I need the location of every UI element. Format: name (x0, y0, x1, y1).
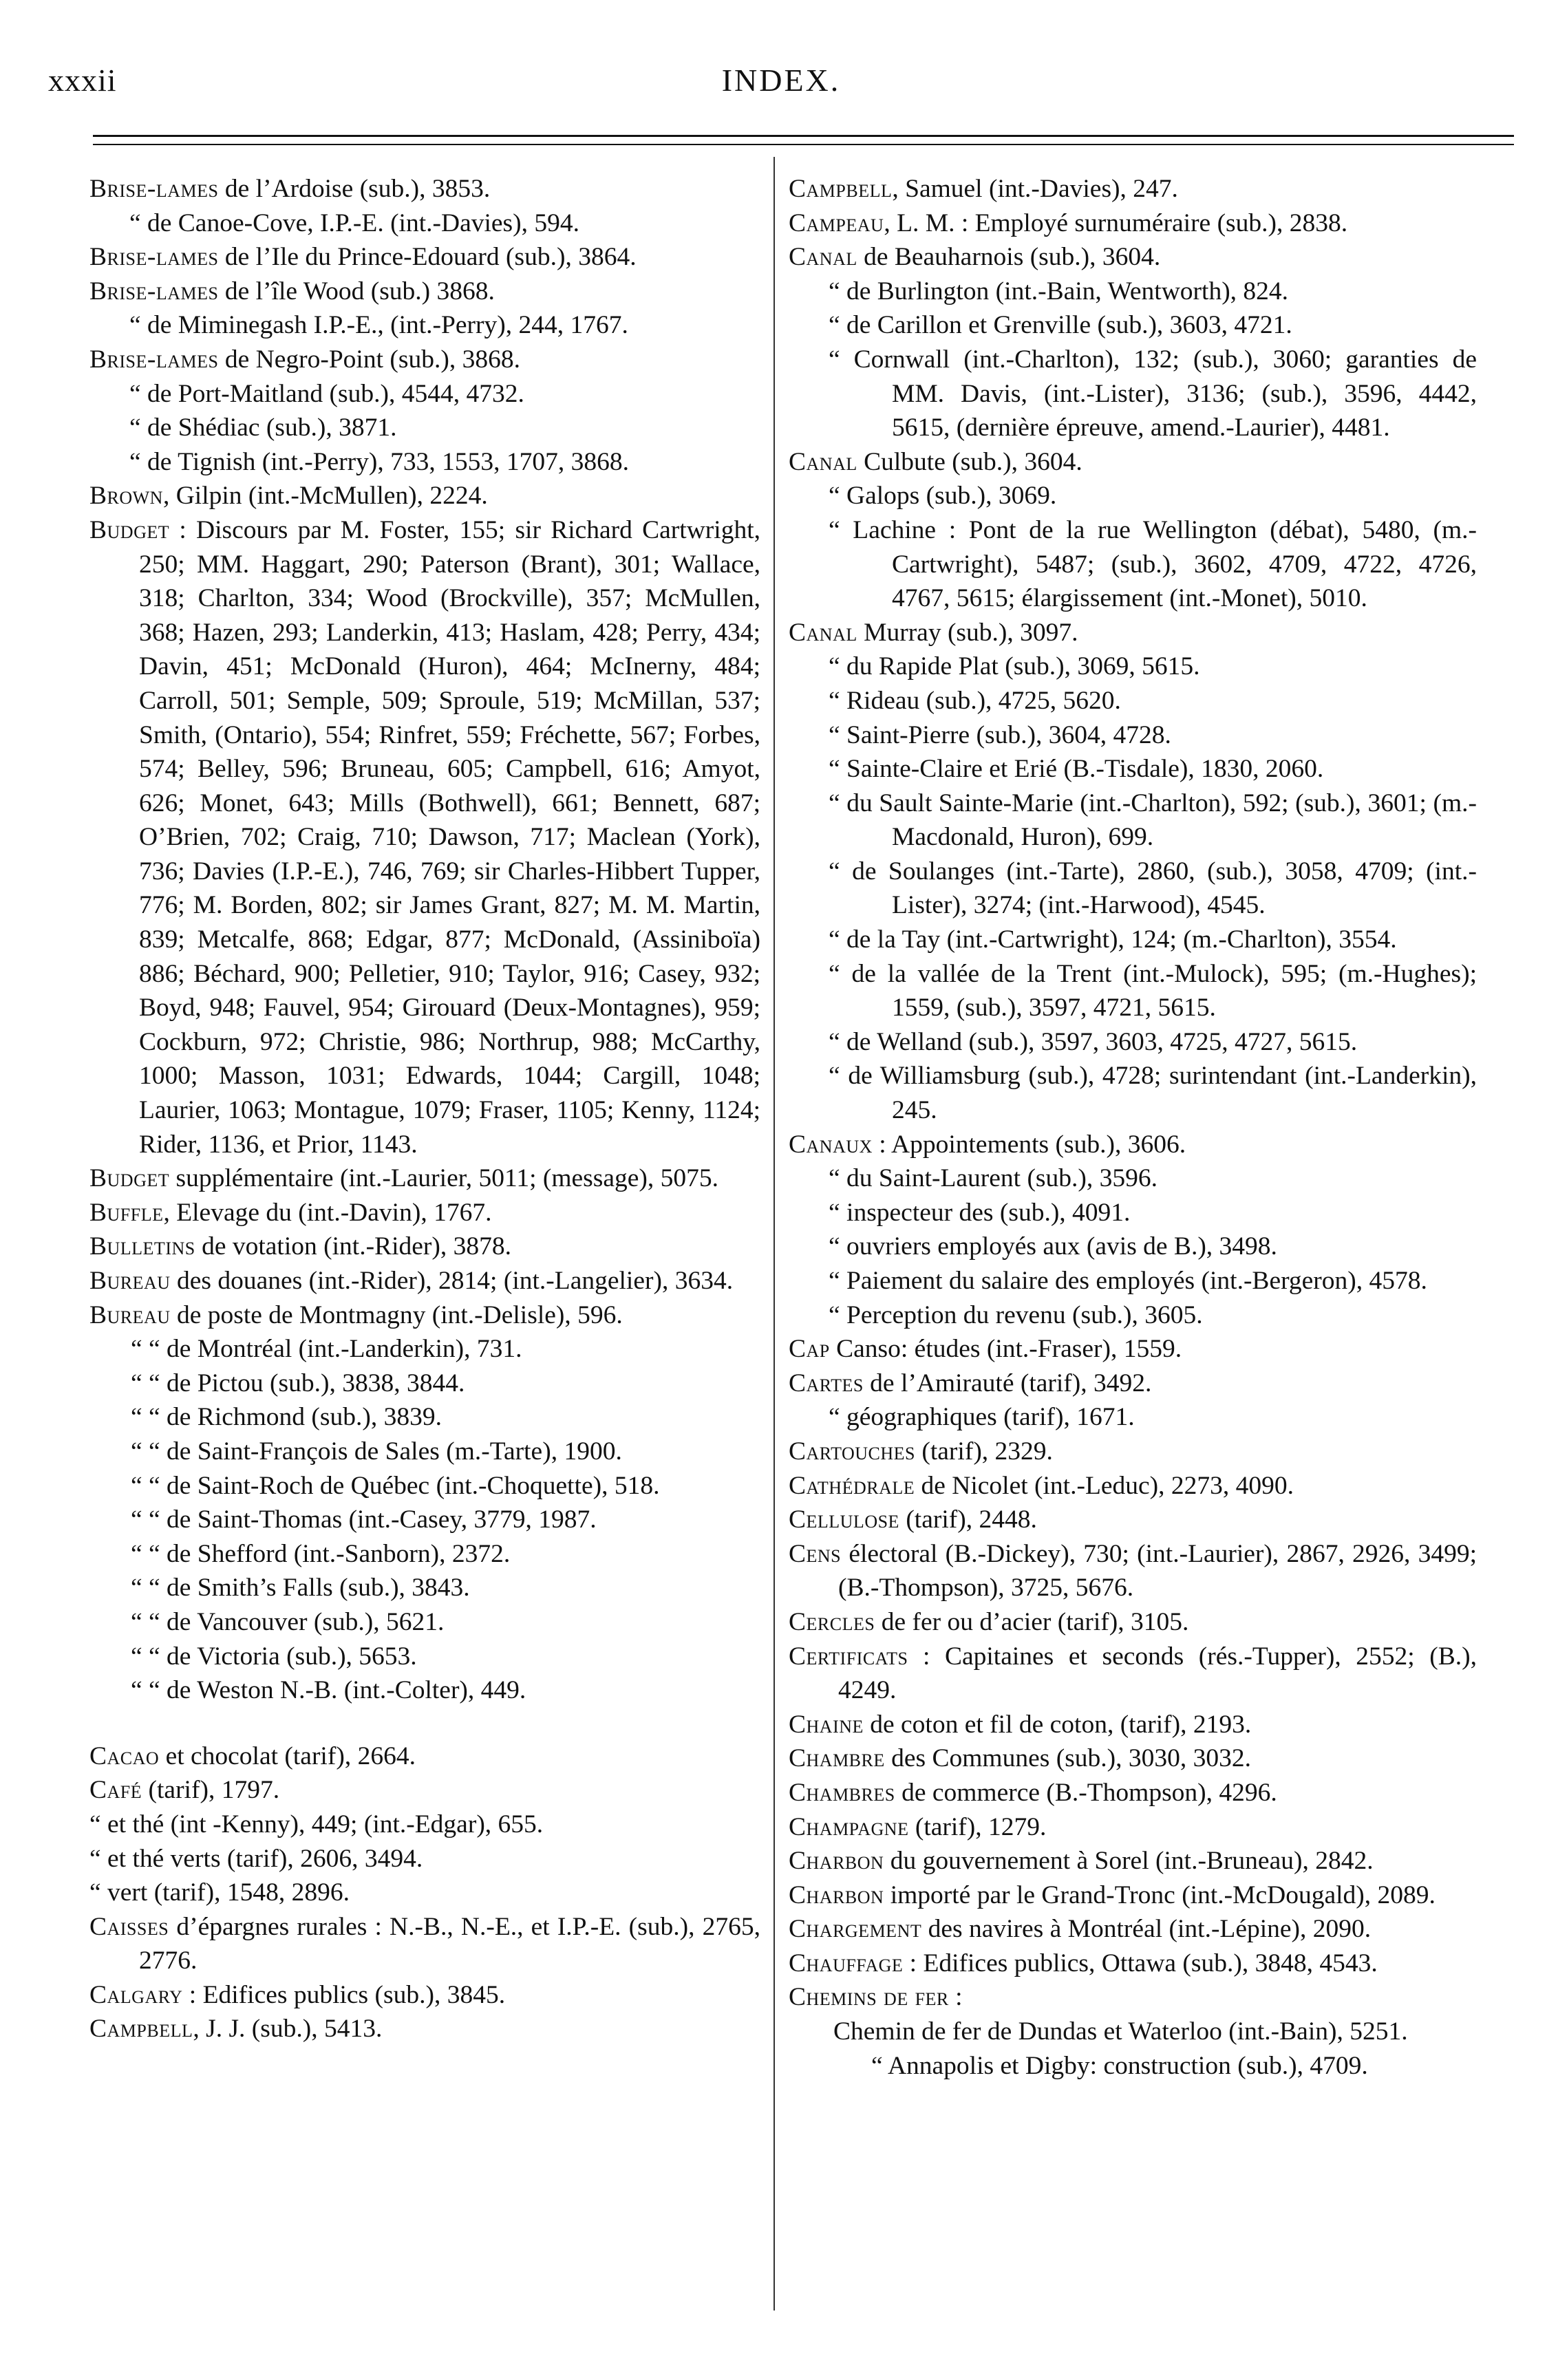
index-entry-text: , L. M. : Employé surnuméraire (sub.), 2838. (884, 208, 1348, 237)
index-entry (89, 1537, 760, 1572)
index-headword: Brise-lames (89, 277, 219, 305)
index-entry-text: “ de Miminegash I.P.-E., (int.-Perry), 244, 1767. (129, 311, 628, 340)
index-headword: Chargement (789, 1915, 922, 1944)
index-entry (789, 1332, 1477, 1366)
index-entry (789, 2049, 1477, 2083)
index-headword: Calgary (89, 1980, 183, 2009)
index-entry-text: “ de Carillon et Grenville (sub.), 3603, 4721. (829, 311, 1292, 340)
page-title: INDEX. (721, 63, 841, 98)
index-entry (89, 1298, 760, 1333)
index-entry-text: “ de Soulanges (int.-Tarte), 2860, (sub.), 3058, 4709; (int.-Lister), 3274; (int.-Harwood), 4545. (829, 857, 1477, 920)
index-entry-text: “ inspecteur des (sub.), 4091. (829, 1198, 1131, 1227)
index-entry (789, 1640, 1477, 1708)
header-rule (93, 135, 1514, 137)
index-headword: Canal (789, 618, 857, 647)
index-entry (789, 1844, 1477, 1878)
index-entry (89, 411, 760, 445)
index-entry-text: “ “ de Saint-François de Sales (m.-Tarte), 1900. (131, 1437, 622, 1466)
index-headword: Canal (789, 243, 857, 272)
index-entry (789, 275, 1477, 309)
header-rule (93, 144, 1514, 145)
index-entry (789, 718, 1477, 753)
index-entry (789, 1947, 1477, 1981)
index-entry (89, 1230, 760, 1264)
index-headword: Cacao (89, 1741, 160, 1770)
index-entry-text: Canso: études (int.-Fraser), 1559. (829, 1335, 1182, 1364)
index-headword: Canaux (789, 1130, 873, 1159)
index-entry-text: et chocolat (tarif), 2664. (159, 1741, 416, 1770)
index-entry-text: du gouvernement à Sorel (int.-Bruneau), 2842. (884, 1847, 1374, 1876)
index-entry-text: de l’Amirauté (tarif), 3492. (863, 1369, 1152, 1397)
index-entry-text: de coton et fil de coton, (tarif), 2193. (863, 1710, 1252, 1739)
index-entry (789, 1810, 1477, 1845)
index-entry (789, 650, 1477, 684)
index-entry-text: “ Perception du revenu (sub.), 3605. (829, 1300, 1203, 1329)
index-entry (89, 172, 760, 206)
index-entry (789, 445, 1477, 480)
index-entry-text: “ Lachine : Pont de la rue Wellington (débat), 5480, (m.-Cartwright), 5487; (sub.), 3602, 4709, 4722, 4726, 4767, 5615; élargissement (int.-Monet), 5010. (829, 515, 1477, 613)
index-headword: Chambres (789, 1778, 895, 1807)
index-entry (789, 1741, 1477, 1776)
index-entry (789, 1537, 1477, 1605)
index-entry-text: , Elevage du (int.-Davin), 1767. (163, 1198, 492, 1227)
index-entry (89, 1332, 760, 1366)
index-entry (89, 2012, 760, 2046)
index-entry (89, 513, 760, 1161)
index-headword: Caisses (89, 1912, 169, 1941)
index-entry-text: “ Galops (sub.), 3069. (829, 482, 1057, 511)
index-entry-text: “ vert (tarif), 1548, 2896. (89, 1878, 350, 1907)
index-entry (89, 1196, 760, 1230)
index-entry-text: : Capitaines et seconds (rés.-Tupper), 2552; (B.), 4249. (838, 1642, 1477, 1705)
index-entry-text: “ Rideau (sub.), 4725, 5620. (829, 686, 1121, 715)
index-entry-text: , J. J. (sub.), 5413. (193, 2015, 383, 2044)
index-entry (89, 1400, 760, 1435)
index-entry-text: électoral (B.-Dickey), 730; (int.-Laurier), 2867, 2926, 3499; (B.-Thompson), 3725, 5676. (838, 1539, 1477, 1602)
index-entry-text: de Negro-Point (sub.), 3868. (218, 345, 520, 374)
page-number: xxxii (48, 63, 117, 98)
index-entry-text: “ du Sault Sainte-Marie (int.-Charlton), 592; (sub.), 3601; (m.-Macdonald, Huron), 699. (829, 789, 1477, 852)
index-entry-text: “ “ de Saint-Roch de Québec (int.-Choquette), 518. (131, 1471, 660, 1500)
index-entry (89, 1264, 760, 1298)
index-entry-text: : Discours par M. Foster, 155; sir Richard Cartwright, 250; MM. Haggart, 290; Paterson (Brant), 301; Wallace, 318; Charlton, 334; Wood (Brockville), 357; McMullen, 368; Hazen, 293; Landerkin, 413; Haslam, 428; Perry, 434; Davin, 451; McDonald (Huron), 464; McInerny, 484; Carroll, 501; Semple, 509; Sproule, 519; McMillan, 537; Smith, (Ontario), 554; Rinfret, 559; Fréchette, 567; Forbes, 574; Belley, 596; Bruneau, 605; Campbell, 616; Amyot, 626; Monet, 643; Mills (Bothwell), 661; Bennett, 687; O’Brien, 702; Craig, 710; Dawson, 717; Maclean (York), 736; Davies (I.P.-E.), 746, 769; sir Charles-Hibbert Tupper, 776; M. Borden, 802; sir James Grant, 827; M. M. Martin, 839; Metcalfe, 868; Edgar, 877; McDonald, (Assiniboïa) 886; Béchard, 900; Pelletier, 910; Taylor, 916; Casey, 932; Boyd, 948; Fauvel, 954; Girouard (Deux-Montagnes), 959; Cockburn, 972; Christie, 986; Northrup, 988; McCarthy, 1000; Masson, 1031; Edwards, 1044; Cargill, 1048; Laurier, 1063; Montague, 1079; Fraser, 1105; Kenny, 1124; Rider, 1136, et Prior, 1143. (139, 515, 760, 1159)
index-entry-text: importé par le Grand-Tronc (int.-McDougald), 2089. (884, 1880, 1436, 1909)
index-headword: Café (89, 1776, 142, 1805)
index-entry-text: de votation (int.-Rider), 3878. (195, 1232, 512, 1261)
index-entry-text: (tarif), 2329. (915, 1437, 1053, 1466)
index-entry (789, 855, 1477, 923)
index-entry (89, 275, 760, 309)
index-headword: Campbell (789, 175, 893, 203)
index-entry-text: , Samuel (int.-Davies), 247. (892, 175, 1178, 203)
index-entry (89, 1161, 760, 1196)
index-entry (789, 1264, 1477, 1298)
index-entry-text: “ du Saint-Laurent (sub.), 3596. (829, 1164, 1158, 1193)
index-entry-text: , Gilpin (int.-McMullen), 2224. (162, 482, 488, 511)
index-entry (89, 1503, 760, 1537)
index-entry-text: “ “ de Montréal (int.-Landerkin), 731. (131, 1335, 522, 1364)
index-entry (789, 684, 1477, 718)
index-entry-text: “ ouvriers employés aux (avis de B.), 3498. (829, 1232, 1277, 1261)
index-headword: Canal (789, 447, 857, 476)
index-entry-text: “ et thé verts (tarif), 2606, 3494. (89, 1844, 423, 1873)
index-entry (89, 1808, 760, 1842)
index-headword: Bureau (89, 1267, 171, 1295)
index-entry-text: “ du Rapide Plat (sub.), 3069, 5615. (829, 652, 1200, 681)
index-headword: Certificats (789, 1642, 908, 1671)
index-entry-text: Chemin de fer de Dundas et Waterloo (int.-Bain), 5251. (833, 2017, 1408, 2046)
index-entry-text: : Edifices publics (sub.), 3845. (182, 1980, 506, 2009)
index-entry-text: : Appointements (sub.), 3606. (872, 1130, 1186, 1159)
index-entry-text: des navires à Montréal (int.-Lépine), 2090. (921, 1915, 1372, 1944)
index-headword: Brise-lames (89, 243, 219, 272)
index-entry (89, 1605, 760, 1640)
index-entry (789, 1605, 1477, 1640)
index-entry-text: “ “ de Weston N.-B. (int.-Colter), 449. (131, 1676, 526, 1705)
index-entry (789, 1196, 1477, 1230)
index-entry (789, 1980, 1477, 2015)
index-entry (789, 1230, 1477, 1264)
left-column (89, 172, 760, 2046)
index-entry (789, 786, 1477, 855)
index-entry-text: “ “ de Smith’s Falls (sub.), 3843. (131, 1574, 470, 1602)
index-entry-text: “ Saint-Pierre (sub.), 3604, 4728. (829, 720, 1171, 749)
index-entry-text: “ Sainte-Claire et Erié (B.-Tisdale), 1830, 2060. (829, 755, 1324, 784)
index-entry (89, 445, 760, 480)
index-entry (89, 377, 760, 411)
index-entry (789, 616, 1477, 650)
index-entry (789, 1161, 1477, 1196)
index-entry (789, 1298, 1477, 1333)
index-entry (789, 1503, 1477, 1537)
index-entry-text: de Nicolet (int.-Leduc), 2273, 4090. (915, 1471, 1294, 1500)
index-headword: Brown (89, 482, 163, 511)
index-entry (789, 1469, 1477, 1503)
right-column (789, 172, 1477, 2083)
index-entry (89, 1910, 760, 1978)
index-entry (89, 1640, 760, 1674)
page-header (48, 55, 1514, 110)
index-entry-text: “ Annapolis et Digby: construction (sub.), 4709. (871, 2051, 1368, 2080)
index-entry-text: des douanes (int.-Rider), 2814; (int.-Langelier), 3634. (170, 1267, 734, 1295)
index-headword: Cercles (789, 1607, 875, 1636)
index-headword: Chauffage (789, 1949, 904, 1977)
index-entry (89, 1978, 760, 2013)
index-headword: Charbon (789, 1880, 884, 1909)
index-entry-text: : (948, 1983, 963, 2012)
index-entry-text: d’épargnes rurales : N.-B., N.-E., et I.P.-E. (sub.), 2765, 2776. (139, 1912, 760, 1975)
index-headword: Cathédrale (789, 1471, 915, 1500)
index-entry (89, 1571, 760, 1605)
index-entry (789, 1400, 1477, 1435)
index-entry (89, 479, 760, 513)
index-entry (89, 1876, 760, 1910)
index-entry (789, 343, 1477, 445)
index-entry (89, 1366, 760, 1401)
index-entry-text: “ de Tignish (int.-Perry), 733, 1553, 1707, 3868. (129, 447, 630, 476)
index-entry-text: Culbute (sub.), 3604. (857, 447, 1082, 476)
index-entry (89, 1435, 760, 1469)
index-entry (789, 2015, 1477, 2049)
index-entry (89, 206, 760, 241)
index-headword: Chaine (789, 1710, 864, 1739)
index-headword: Cellulose (789, 1505, 899, 1534)
index-entry (89, 1469, 760, 1503)
index-entry (789, 479, 1477, 513)
index-entry-text: (tarif), 1797. (142, 1776, 280, 1805)
index-entry (789, 1059, 1477, 1127)
index-entry-text: “ de Williamsburg (sub.), 4728; surintendant (int.-Landerkin), 245. (829, 1062, 1477, 1125)
index-entry (789, 1912, 1477, 1947)
index-entry-text: (tarif), 1279. (908, 1812, 1047, 1841)
index-entry (789, 752, 1477, 786)
index-entry-text: des Communes (sub.), 3030, 3032. (884, 1744, 1252, 1773)
index-entry-text: “ de Shédiac (sub.), 3871. (129, 414, 397, 442)
index-entry (789, 172, 1477, 206)
index-entry-text: “ “ de Victoria (sub.), 5653. (131, 1642, 417, 1671)
index-headword: Charbon (789, 1847, 884, 1876)
index-headword: Campeau (789, 208, 884, 237)
index-headword: Brise-lames (89, 175, 219, 203)
index-entry-text: Murray (sub.), 3097. (857, 618, 1078, 647)
index-entry (89, 1673, 760, 1708)
index-headword: Chemins de fer (789, 1983, 949, 2012)
index-entry-text: “ “ de Vancouver (sub.), 5621. (131, 1607, 445, 1636)
index-headword: Campbell (89, 2015, 193, 2044)
index-entry-text: de Beauharnois (sub.), 3604. (857, 243, 1161, 272)
index-entry-text: “ Cornwall (int.-Charlton), 132; (sub.), 3060; garanties de MM. Davis, (int.-Lister), 3136; (sub.), 3596, 4442, 5615, (dernière épreuve, amend.-Laurier), 4481. (829, 345, 1477, 442)
index-entry (89, 1739, 760, 1774)
index-entry-text: “ de Burlington (int.-Bain, Wentworth), 824. (829, 277, 1289, 305)
index-entry-text: “ Paiement du salaire des employés (int.-Bergeron), 4578. (829, 1267, 1427, 1295)
index-entry (789, 513, 1477, 616)
index-entry (89, 308, 760, 343)
index-entry (789, 1366, 1477, 1401)
index-headword: Champagne (789, 1812, 909, 1841)
index-entry (789, 308, 1477, 343)
index-entry-text: “ “ de Richmond (sub.), 3839. (131, 1403, 442, 1432)
index-headword: Cartouches (789, 1437, 915, 1466)
index-entry (789, 1708, 1477, 1742)
index-entry (89, 240, 760, 275)
column-divider (774, 157, 775, 2311)
index-headword: Cap (789, 1335, 830, 1364)
index-entry-text: “ géographiques (tarif), 1671. (829, 1403, 1135, 1432)
index-entry (789, 1435, 1477, 1469)
index-headword: Bureau (89, 1300, 171, 1329)
index-entry (789, 1025, 1477, 1060)
index-entry-text: “ de la Tay (int.-Cartwright), 124; (m.-Charlton), 3554. (829, 925, 1397, 954)
index-entry-text: : Edifices publics, Ottawa (sub.), 3848, 4543. (903, 1949, 1378, 1977)
index-entry-text: de fer ou d’acier (tarif), 3105. (875, 1607, 1189, 1636)
index-entry (789, 923, 1477, 957)
index-headword: Cens (789, 1539, 842, 1568)
index-headword: Budget (89, 515, 170, 544)
index-entry (89, 343, 760, 377)
index-entry-text: “ et thé (int -Kenny), 449; (int.-Edgar), 655. (89, 1810, 544, 1838)
index-entry-text: supplémentaire (int.-Laurier, 5011; (message), 5075. (169, 1164, 719, 1193)
index-entry-text: “ “ de Saint-Thomas (int.-Casey, 3779, 1987. (131, 1505, 597, 1534)
index-entry-text: de poste de Montmagny (int.-Delisle), 596. (170, 1300, 623, 1329)
index-entry-text: “ de Canoe-Cove, I.P.-E. (int.-Davies), 594. (129, 208, 579, 237)
index-entry-text: de l’Ile du Prince-Edouard (sub.), 3864. (218, 243, 637, 272)
index-entry (789, 1128, 1477, 1162)
index-entry (789, 957, 1477, 1025)
index-headword: Buffle (89, 1198, 164, 1227)
index-entry (789, 1776, 1477, 1810)
index-entry (789, 1878, 1477, 1913)
index-entry-text: de l’île Wood (sub.) 3868. (218, 277, 495, 305)
index-entry-text: (tarif), 2448. (899, 1505, 1037, 1534)
index-entry-text: de commerce (B.-Thompson), 4296. (895, 1778, 1277, 1807)
index-entry-text: de l’Ardoise (sub.), 3853. (218, 175, 491, 203)
index-entry (789, 240, 1477, 275)
index-entry-text: “ “ de Pictou (sub.), 3838, 3844. (131, 1369, 465, 1397)
index-entry-text: “ de Port-Maitland (sub.), 4544, 4732. (129, 379, 524, 408)
index-entry-text: “ de la vallée de la Trent (int.-Mulock), 595; (m.-Hughes); 1559, (sub.), 3597, 4721, 5615. (829, 959, 1477, 1022)
index-entry-text: “ “ de Shefford (int.-Sanborn), 2372. (131, 1539, 511, 1568)
index-entry (89, 1773, 760, 1808)
index-entry (89, 1842, 760, 1876)
index-entry-text: “ de Welland (sub.), 3597, 3603, 4725, 4727, 5615. (829, 1027, 1358, 1056)
index-entry (789, 206, 1477, 241)
index-headword: Brise-lames (89, 345, 219, 374)
index-headword: Budget (89, 1164, 170, 1193)
index-headword: Chambre (789, 1744, 885, 1773)
index-headword: Bulletins (89, 1232, 195, 1261)
index-headword: Cartes (789, 1369, 864, 1397)
